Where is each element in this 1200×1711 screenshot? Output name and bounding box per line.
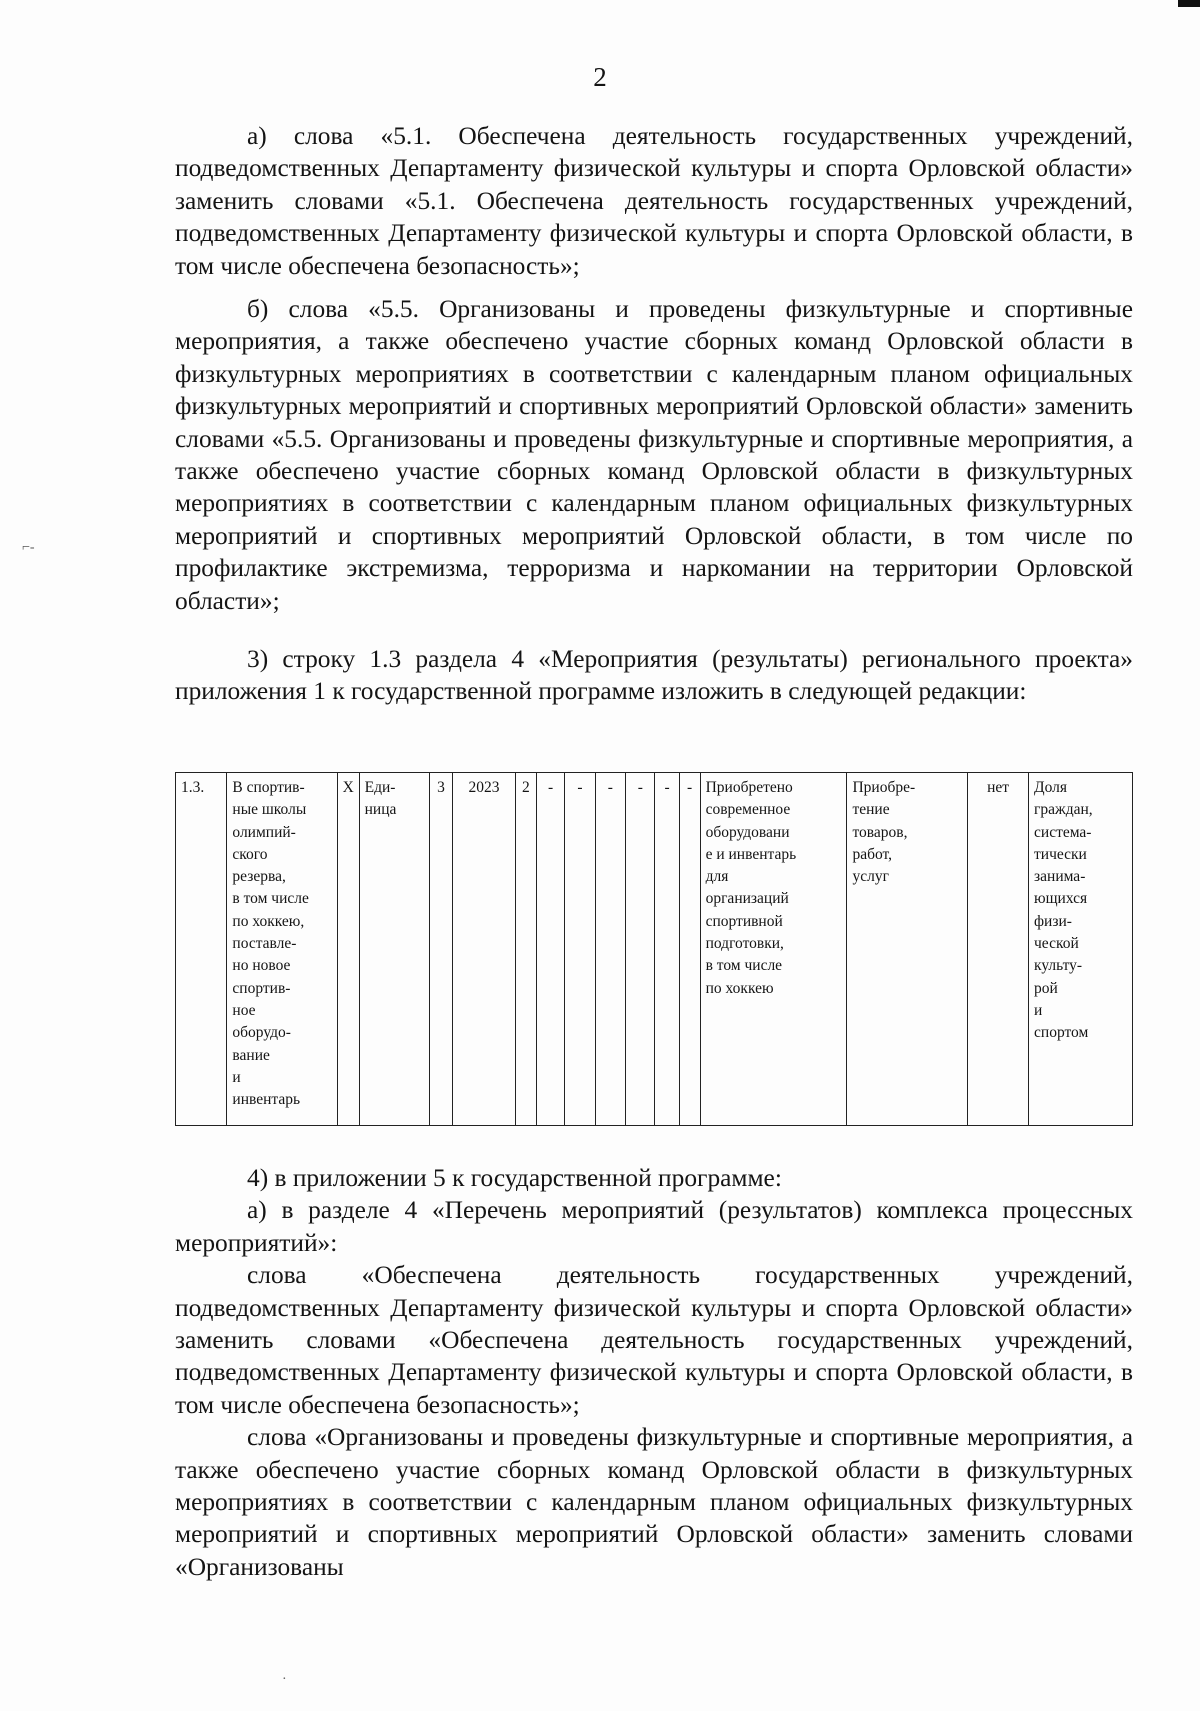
cell-base-year: 2023	[452, 773, 515, 1126]
cell-value-2028: -	[626, 773, 655, 1126]
paragraph-item-3	[175, 643, 1133, 708]
cell-description: Приобретено современное оборудовани е и инвентарь для организаций спортивной подготовки, в том числе по хоккею	[700, 773, 847, 1126]
cell-activity-type: Приобре- тение товаров, работ, услуг	[847, 773, 968, 1126]
paragraph-item-4a-text: а) в разделе 4 «Перечень мероприятий (результатов) комплекса процессных мероприятий»:	[175, 1196, 1133, 1257]
paragraph-item-4	[175, 1162, 1133, 1583]
cell-x: Х	[337, 773, 359, 1126]
cell-base-value: 3	[429, 773, 452, 1126]
paragraph-item-4-text: 4) в приложении 5 к государственной программе:	[247, 1164, 782, 1192]
paragraph-b-text: б) слова «5.5. Организованы и проведены физкультурные и спортивные мероприятия, а также обеспечено участие сборных команд Орловской области в физкультурных мероприятиях в соответствии с календарным планом официальных физкультурных мероприятий и спортивных мероприятий Орловской области» заменить словами «5.5. Организованы и проведены физкультурные и спортивные мероприятия, а также обеспечено участие сборных команд Орловской области в физкультурных мероприятиях в соответствии с календарным планом официальных физкультурных мероприятий и спортивных мероприятий Орловской области, в том числе по профилактике экстремизма, терроризма и наркомании на территории Орловской области»;	[175, 295, 1133, 615]
paragraph-item-3-text: 3) строку 1.3 раздела 4 «Мероприятия (результаты) регионального проекта» приложения 1 к государственной программе изложить в следующей редакции:	[175, 645, 1133, 706]
cell-value-2024: 2	[515, 773, 536, 1126]
cell-number: 1.3.	[176, 773, 227, 1126]
cell-value-2025: -	[536, 773, 564, 1126]
paragraph-a-text: а) слова «5.1. Обеспечена деятельность государственных учреждений, подведомственных Департаменту физической культуры и спорта Орловской области» заменить словами «5.1. Обеспечена деятельность государственных учреждений, подведомственных Департаменту физической культуры и спорта Орловской области, в том числе обеспечена безопасность»;	[175, 122, 1133, 280]
scan-corner-mark	[1178, 0, 1200, 7]
cell-value-2029: -	[655, 773, 679, 1126]
cell-value-2026: -	[565, 773, 595, 1126]
cell-unit: Еди- ница	[359, 773, 429, 1126]
activities-table-row-1-3	[175, 772, 1133, 1126]
paragraph-b	[175, 293, 1133, 617]
paragraph-words-1-text: слова «Обеспечена деятельность государственных учреждений, подведомственных Департаменту физической культуры и спорта Орловской области» заменить словами «Обеспечена деятельность государственных учреждений, подведомственных Департаменту физической культуры и спорта Орловской области, в том числе обеспечена безопасность»;	[175, 1261, 1133, 1419]
cell-result-name: В спортив- ные школы олимпий- ского резерва, в том числе по хоккею, поставле- но новое спортив- ное оборудо- вание и инвентарь	[227, 773, 337, 1126]
cell-value-2027: -	[595, 773, 625, 1126]
cell-indicator: Доля граждан, система- тически занима- ющихся физи- ческой культу- рой и спортом	[1029, 773, 1133, 1126]
scan-dot: ·	[282, 1672, 287, 1687]
scan-artifact: ⌐-	[22, 540, 35, 555]
paragraph-words-2-text: слова «Организованы и проведены физкультурные и спортивные мероприятия, а также обеспечено участие сборных команд Орловской области в физкультурных мероприятиях в соответствии с календарным планом официальных физкультурных мероприятий и спортивных мероприятий Орловской области» заменить словами «Организованы	[175, 1423, 1133, 1581]
paragraph-a	[175, 120, 1133, 282]
cell-value-2030: -	[679, 773, 700, 1126]
page-number: 2	[593, 62, 607, 92]
cell-flag: нет	[968, 773, 1029, 1126]
